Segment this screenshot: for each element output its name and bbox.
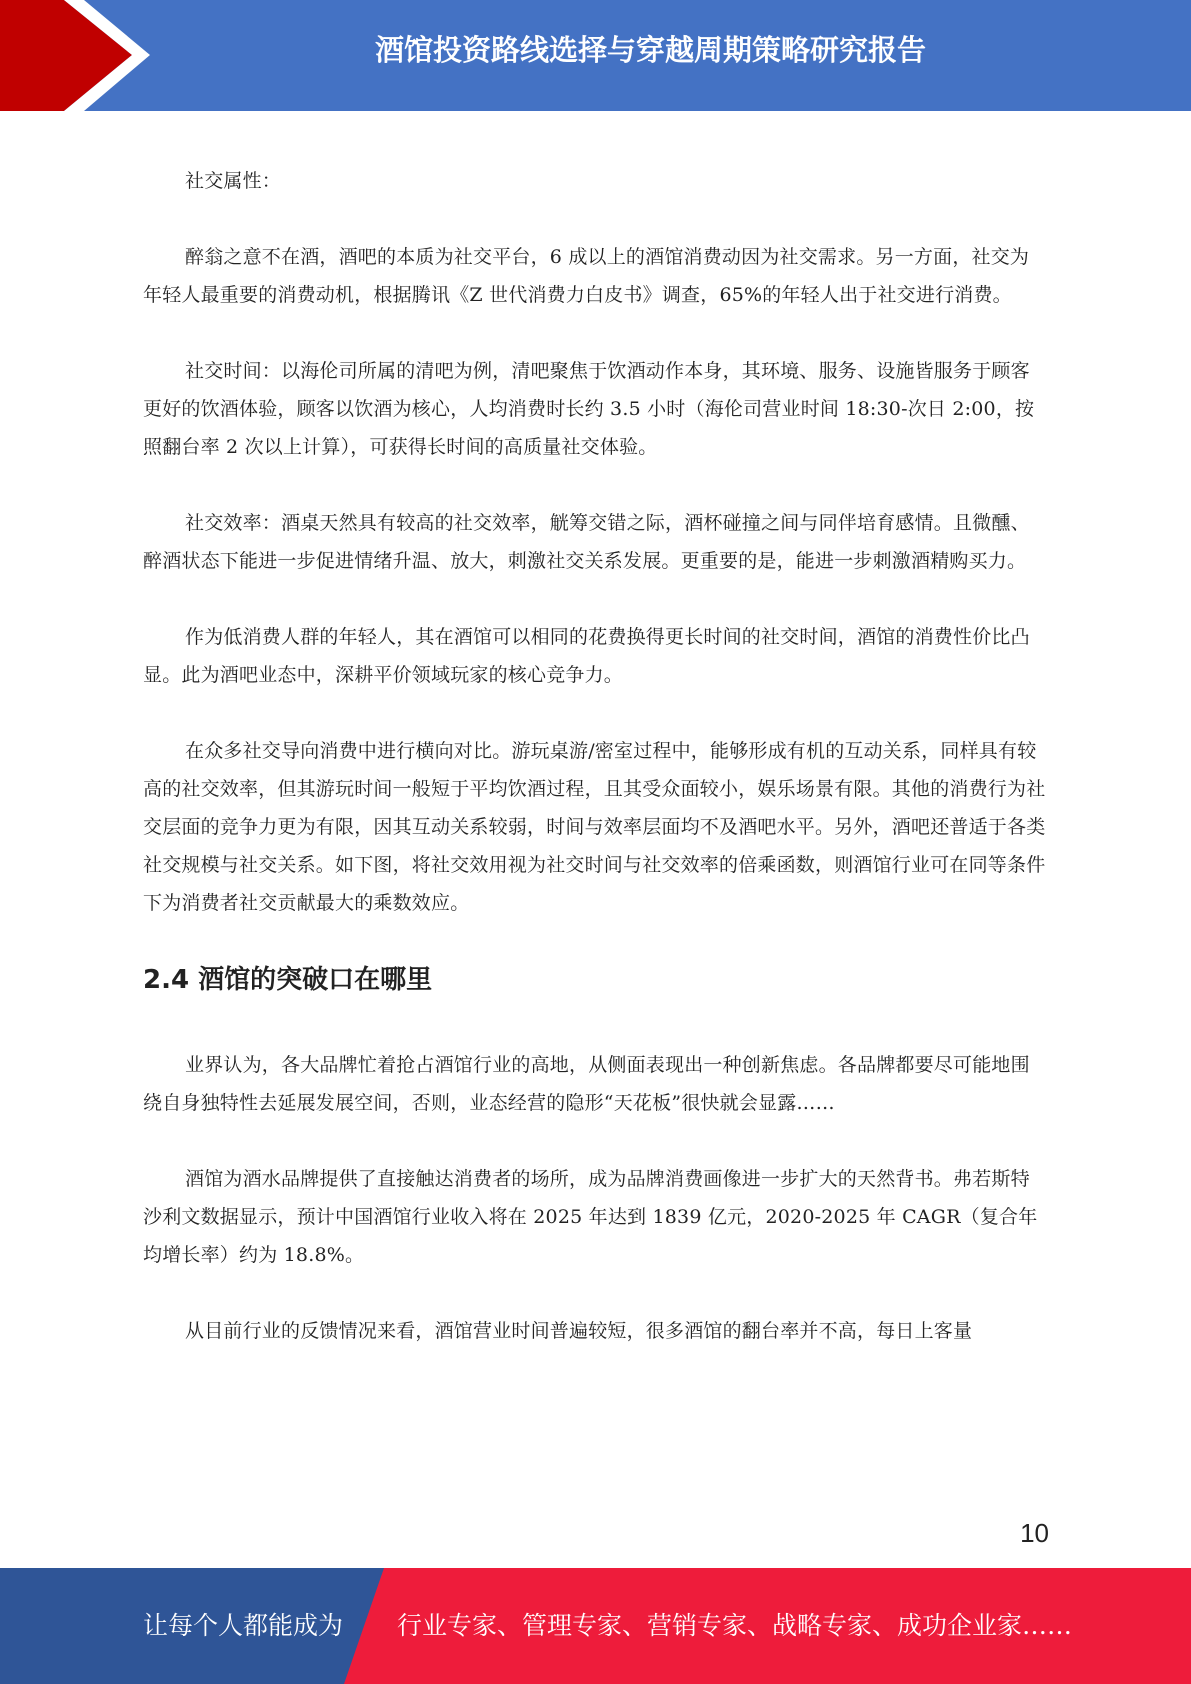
paragraph: 社交属性： (185, 170, 282, 192)
page-footer (0, 1568, 1191, 1684)
footer-slogan-left: 让每个人都能成为 (143, 1611, 344, 1640)
paragraph: 业界认为，各大品牌忙着抢占酒馆行业的高地，从侧面表现出一种创新焦虑。各品牌都要尽可能地围绕自身独特性去延展发展空间，否则，业态经营的隐形“天花板”很快就会显露…… (143, 1054, 1030, 1114)
paragraph: 从目前行业的反馈情况来看，酒馆营业时间普遍较短，很多酒馆的翻台率并不高，每日上客量 (185, 1320, 973, 1342)
paragraph: 酒馆为酒水品牌提供了直接触达消费者的场所，成为品牌消费画像进一步扩大的天然背书。弗若斯特沙利文数据显示，预计中国酒馆行业收入将在 2025 年达到 1839 亿元，2020-2025 年 CAGR（复合年均增长率）约为 18.8%。 (143, 1168, 1038, 1266)
footer-slogan-right: 行业专家、管理专家、营销专家、战略专家、成功企业家…… (397, 1611, 1073, 1640)
paragraph: 在众多社交导向消费中进行横向对比。游玩桌游/密室过程中，能够形成有机的互动关系，同样具有较高的社交效率，但其游玩时间一般短于平均饮酒过程，且其受众面较小，娱乐场景有限。其他的消费行为社交层面的竞争力更为有限，因其互动关系较弱，时间与效率层面均不及酒吧水平。另外，酒吧还普适于各类社交规模与社交关系。如下图，将社交效用视为社交时间与社交效率的倍乘函数，则酒馆行业可在同等条件下为消费者社交贡献最大的乘数效应。 (143, 740, 1046, 914)
page-number: 10 (1020, 1518, 1049, 1548)
page-header (0, 0, 1191, 111)
header-title: 酒馆投资路线选择与穿越周期策略研究报告 (374, 33, 926, 67)
document-body (143, 162, 1047, 1388)
paragraph: 作为低消费人群的年轻人，其在酒馆可以相同的花费换得更长时间的社交时间，酒馆的消费性价比凸显。此为酒吧业态中，深耕平价领域玩家的核心竞争力。 (143, 626, 1030, 686)
paragraph: 社交时间：以海伦司所属的清吧为例，清吧聚焦于饮酒动作本身，其环境、服务、设施皆服务于顾客更好的饮酒体验，顾客以饮酒为核心，人均消费时长约 3.5 小时（海伦司营业时间 18:30-次日 2:00，按照翻台率 2 次以上计算），可获得长时间的高质量社交体验。 (143, 360, 1035, 458)
paragraph: 醉翁之意不在酒，酒吧的本质为社交平台，6 成以上的酒馆消费动因为社交需求。另一方面，社交为年轻人最重要的消费动机，根据腾讯《Z 世代消费力白皮书》调查，65%的年轻人出于社交进行消费。 (143, 246, 1030, 306)
paragraph: 社交效率：酒桌天然具有较高的社交效率，觥筹交错之际，酒杯碰撞之间与同伴培育感情。且微醺、醉酒状态下能进一步促进情绪升温、放大，刺激社交关系发展。更重要的是，能进一步刺激酒精购买力。 (143, 512, 1030, 572)
section-heading: 2.4 酒馆的突破口在哪里 (143, 965, 433, 995)
